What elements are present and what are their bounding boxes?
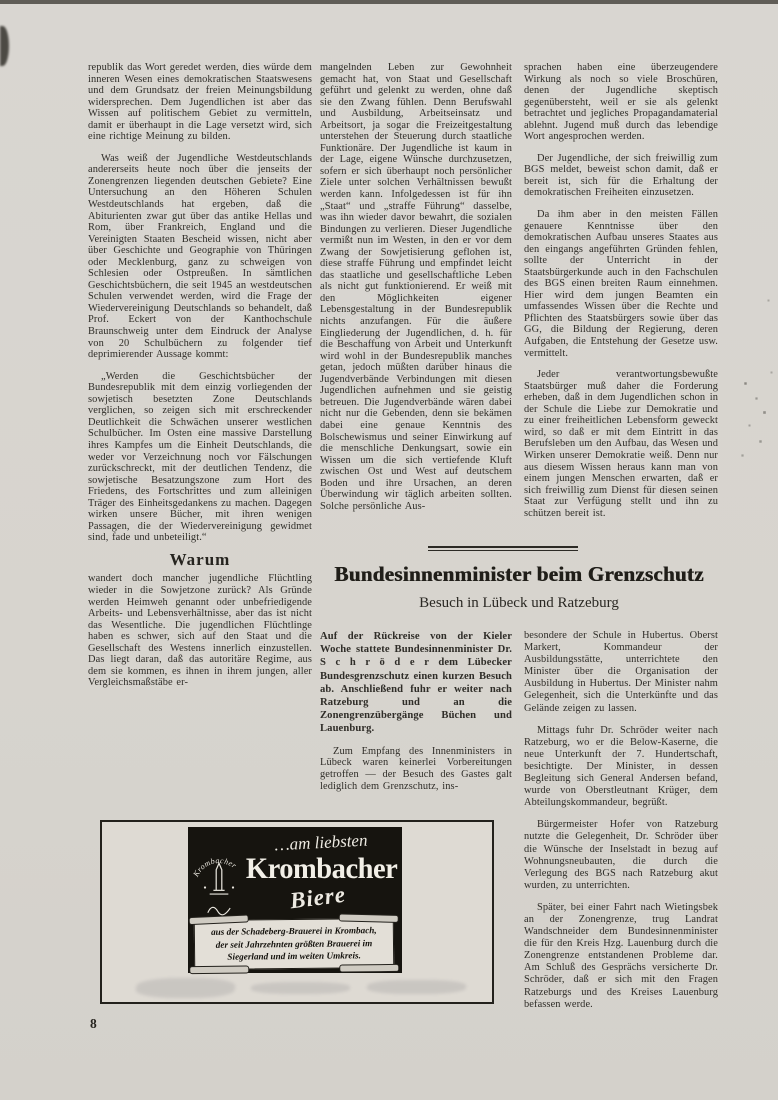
emblem-dot [204, 886, 206, 888]
article-paragraph: republik das Wort geredet werden, dies würde dem inneren Wesen eines demokratischen Staatswesens und dem Grundsatz der freien Meinungsbildung widersprechen. Dem Jugendlichen ist aber das Wissen auf politischem Gebiet zu vermitteln, damit er überhaupt in die Lage versetzt wird, sich eine richtige Meinung zu bilden. [88, 62, 312, 143]
ink-bleedthrough-artifact [136, 978, 466, 998]
article-paragraph: Zum Empfang des Innenministers in Lübeck waren keinerlei Vorbereitungen getroffen — der Besuch des Gastes galt lediglich dem Grenzschutz, ins- [320, 745, 512, 793]
article-paragraph: besondere der Schule in Hubertus. Oberst Markert, Kommandeur der Ausbildungsstätte, unterrichtete den Minister über die Organisation der Ausbildung in Hubertus. Der Minister nahm Gelegenheit, sich die Unterkünfte und das Gelände zeigen zu lassen. [524, 630, 718, 714]
article-paragraph: wandert doch mancher jugendliche Flüchtling wieder in die Sowjetzone zurück? Als Gründe werden Heimweh genannt oder unbefriedigende Arbeits- und Lebensverhältnisse, aber das ist nicht das Wesentliche. Die jugendlichen Flüchtlinge haben es schwer, sich auf den Staat und die Gesellschaft des Westens innerlich einzustellen. Das liegt daran, daß das autoritäre Regime, aus dem sie kommen, es ihnen in ihrem jungen, aller Vergleichsmaßstäbe er- [88, 573, 312, 689]
emblem-signature-flourish [208, 907, 230, 914]
article-paragraph: Was weiß der Jugendliche Westdeutschlands andererseits heute noch über die jenseits der Zonengrenzen liegenden deutschen Gebiete? Eine Untersuchung an den Höheren Schulen Westdeutschlands hat ergeben, daß die Abiturienten zwar gut über das antike Hellas und Rom, über Frankreich, England und die Vereinigten Staaten Bescheid wissen, nicht aber über Geschichte und Geographie von Thüringen oder Mecklenburg, ganz zu schweigen von Schlesien oder Ostpreußen. In sämtlichen Geschichtsbüchern, die seit 1945 an westdeutschen Schulen verwendet werden, wird die Frage der Wiedervereinigung Deutschlands so behandelt, daß Prof. Eckert von der Kanthochschule Braunschweig unter dem Eindruck der Analyse von 20 Schulbüchern zu folgender tief deprimierender Aussage kommt: [88, 152, 312, 361]
emblem-tower-icon [210, 863, 229, 894]
article-separator-rule [428, 546, 578, 551]
article-jugend-column-middle [320, 62, 512, 556]
article-headline: Bundesinnenminister beim Grenzschutz [334, 562, 704, 586]
article-paragraph: sprachen haben eine überzeugendere Wirkung als noch so viele Broschüren, denen der Jugendliche skeptisch gegenübersteht, weil er sie als gelenkt betrachtet und jegliches Propagandamaterial ablehnt. Jugend muß durch das lebendige Wort angesprochen werden. [524, 62, 718, 143]
article-paragraph: mangelnden Leben zur Gewohnheit gemacht hat, von Staat und Gesellschaft geführt und gelenkt zu werden, ohne daß sie den Zwang fühlen. Denn Berufswahl und Ausbildung, Arbeitseinsatz und Arbeitsort, ja sogar die Freizeitgestaltung unterstehen der Steuerung durch staatliche Funktionäre. Der Jugendliche ist kaum in der Lage, eigene Wünsche durchzusetzen, sofern er sich überhaupt noch persönlicher Ziele unter solchen Verhältnissen bewußt werden kann. Infolgedessen ist für ihn „Staat“ und „straffe Führung“ dasselbe, was ihn wieder davor bewahrt, die sozialen Bindungen zu verlieren. Dieser Jugendliche vermißt nun im Westen, in den er vor dem Zwang der Sowjetisierung geflohen ist, diese straffe Führung und empfindet leicht das staatliche und gesellschaftliche Leben als nicht gut funktionierend. Er weiß mit den Möglichkeiten eigener Lebensgestaltung in der Bundesrepublik nichts anzufangen. Für die äußere Eingliederung der Jugendlichen, d. h. für die Beschaffung von Arbeit und Unterkunft wird wohl in der Bundesrepublik manches getan, jedoch müßten darüber hinaus die Jugendverbände Verbindungen mit diesen Jugendlichen aufnehmen und sie geistig betreuen. Die Jugendverbände wären dabei nicht nur die Gebenden, denn sie bekämen dabei eine genaue Kenntnis des Bolschewismus und seiner Einwirkung auf die menschliche Denkungsart, sowie ein Wissen um die sich vertiefende Kluft zwischen Ost und West auf deutschem Boden und ihre Ursachen, an deren Überwindung wir täglich arbeiten sollten. Solche persönliche Aus- [320, 62, 512, 512]
emblem-dot [232, 886, 234, 888]
svg-text:Krombacher [191, 856, 239, 879]
scan-smudge-artifact [0, 26, 9, 66]
emblem-arc-text: Krombacher [191, 856, 239, 879]
article-quote-paragraph: „Werden die Geschichtsbücher der Bundesrepublik mit dem einzig vorliegenden der sowjetisch besetzten Zone Deutschlands verglichen, so zeigen sich mit erschreckender Deutlichkeit die Schwächen unserer westlichen Schulbücher. Im Osten eine massive Darstellung ihres Kampfes um die Einheit Deutschlands, die weder vor Verzeichnung noch vor Fälschungen zurückschreckt, mit der deutlichen Tendenz, die sowjetische Besatzungszone zum Hort des Friedens, des Fortschrittes und zum alleinigen Träger des Einheitsgedankens zu machen. Dagegen wirken unsere Bücher, mit ihren wenigen Passagen, die der Wiedervereinigung gewidmet sind, fade und unbeteiligt.“ [88, 370, 312, 544]
ad-banner-text: Siegerland und im weiten Umkreis. [227, 950, 361, 962]
article-subtitle: Besuch in Lübeck und Ratzeburg [419, 595, 619, 611]
ad-banner-text: der seit Jahrzehnten größten Brauerei im [215, 937, 373, 950]
ad-tagline: …am liebsten [274, 830, 368, 855]
article-paragraph: Der Jugendliche, der sich freiwillig zum BGS meldet, beweist schon damit, daß er bereit ist, sich für die Erhaltung der demokratischen Freiheiten einzusetzen. [524, 152, 718, 199]
ad-banner-scroll [194, 918, 395, 970]
ad-banner-text: aus der Schadeberg-Brauerei in Krombach, [210, 925, 377, 937]
scan-speckles [0, 0, 1, 1]
ad-product-name: Biere [288, 881, 348, 914]
article-jugend-column-right [524, 62, 718, 558]
krombacher-ad-panel [188, 827, 402, 973]
section-heading-warum: Warum [169, 549, 231, 569]
scroll-end-decoration [339, 964, 399, 973]
article-paragraph: Jeder verantwortungsbewußte Staatsbürger muß daher die Forderung erheben, daß in dem Jugendlichen schon in der Schule die Liebe zur Demokratie und zu einer freiheitlichen Lebensform geweckt wird, so daß er mit dem Eintritt in das Berufsleben um den Aufbau, das Wesen und Wirken unserer Demokratie weiß. Denn nur aus diesem Wissen heraus kann man von einem jungen Menschen erwarten, daß er sich freiwillig zum Dienst für diesen seinen Staat zur Verfügung stellt und ihn zu schützen bereit ist. [524, 369, 718, 519]
scroll-end-decoration [189, 965, 249, 974]
article-paragraph: Bürgermeister Hofer von Ratzeburg nutzte die Gelegenheit, Dr. Schröder über die Wünsche der Inselstadt in bezug auf Wohnungsneubauten, die durch die Verlegung des BGS nach Ratzeburg akut wurden, zu unterrichten. [524, 819, 718, 891]
ad-brand-name: Krombacher [245, 852, 398, 885]
scan-edge-artifact [0, 0, 778, 4]
scroll-end-decoration [339, 913, 399, 922]
grenzschutz-column-left [320, 630, 512, 808]
advertisement-krombacher [100, 820, 494, 1004]
article-jugend-column-left [88, 62, 312, 814]
grenzschutz-column-right [524, 630, 718, 1062]
scroll-end-decoration [189, 914, 249, 925]
article-paragraph: Mittags fuhr Dr. Schröder weiter nach Ratzeburg, wo er die Below-Kaserne, die neue Unterkunft der 7. Hundertschaft, besichtigte. Der Minister, in dessen Begleitung sich General Andersen befand, wurde von Oberstleutnant Krüger, dem Abteilungskommandeur, begrüßt. [524, 724, 718, 809]
article-lead-paragraph: Auf der Rückreise von der Kieler Woche stattete Bundesinnenminister Dr. S c h r ö d e r dem Lübecker Bundesgrenzschutz einen kurzen Besuch ab. Anschließend fuhr er weiter nach Ratzeburg und an die Zonengrenzübergänge Büchen und Lauenburg. [320, 631, 512, 735]
article-paragraph: Da ihm aber in den meisten Fällen genauere Kenntnisse über den demokratischen Aufbau unseres Staates aus den eingangs angeführten Gründen fehlen, sollte der Unterricht in der Staatsbürgerkunde auch in den Fachschulen des BGS einen breiten Raum einnehmen. Hier wird dem jungen Beamten ein umfassendes Wissen über die Rechte und Pflichten des Staatsbürgers sowie über das GG, die Bildung der Regierung, deren Aufgaben, die Entstehung der Gesetze usw. vermittelt. [524, 209, 718, 359]
page-number: 8 [90, 1016, 97, 1031]
article-paragraph: Später, bei einer Fahrt nach Wietingsbek an der Zonengrenze, trug Landrat Wandschneider dem Bundesinnenminister die für den Kreis Hzg. Lauenburg durch die Zonengrenze entstandenen Probleme dar. Am Schluß des Gesprächs versicherte Dr. Schröder, daß er sich mit den Fragen Ratzeburgs und des Kreises Lauenburg befassen werde. [524, 901, 718, 1010]
